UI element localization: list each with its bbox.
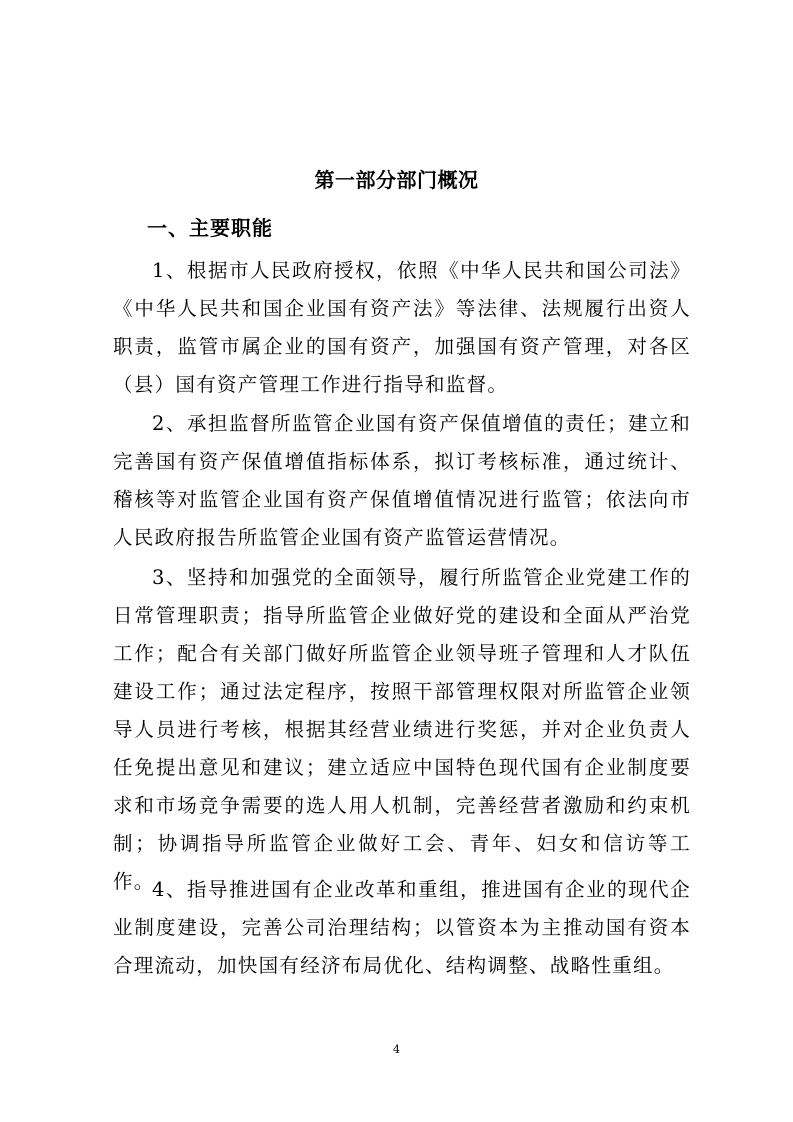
page-title: 第一部分部门概况 [314,168,479,193]
section-heading: 一、主要职能 [147,215,273,240]
paragraph-4: 4、指导推进国有企业改革和重组，推进国有企业的现代企业制度建设，完善公司治理结构；以管资本为主推动国有资本合理流动，加快国有经济布局优化、结构调整、战略性重组。 [113,877,691,977]
page-number: 4 [393,1043,400,1056]
paragraph-1: 1、根据市人民政府授权，依照《中华人民共和国公司法》《中华人民共和国企业国有资产法》等法律、法规履行出资人职责，监管市属企业的国有资产，加强国有资产管理，对各区（县）国有资产管理工作进行指导和监督。 [113,258,691,396]
paragraph-3: 3、坚持和加强党的全面领导，履行所监管企业党建工作的日常管理职责；指导所监管企业做好党的建设和全面从严治党工作；配合有关部门做好所监管企业领导班子管理和人才队伍建设工作；通过法定程序，按照干部管理权限对所监管企业领导人员进行考核，根据其经营业绩进行奖惩，并对企业负责人任免提出意见和建议；建立适应中国特色现代国有企业制度要求和市场竞争需要的选人用人机制，完善经营者激励和约束机制；协调指导所监管企业做好工会、青年、妇女和信访等工作。 [113,565,691,893]
paragraph-2: 2、承担监督所监管企业国有资产保值增值的责任；建立和完善国有资产保值增值指标体系，拟订考核标准，通过统计、稽核等对监管企业国有资产保值增值情况进行监管；依法向市人民政府报告所监管企业国有资产监管运营情况。 [113,411,691,549]
